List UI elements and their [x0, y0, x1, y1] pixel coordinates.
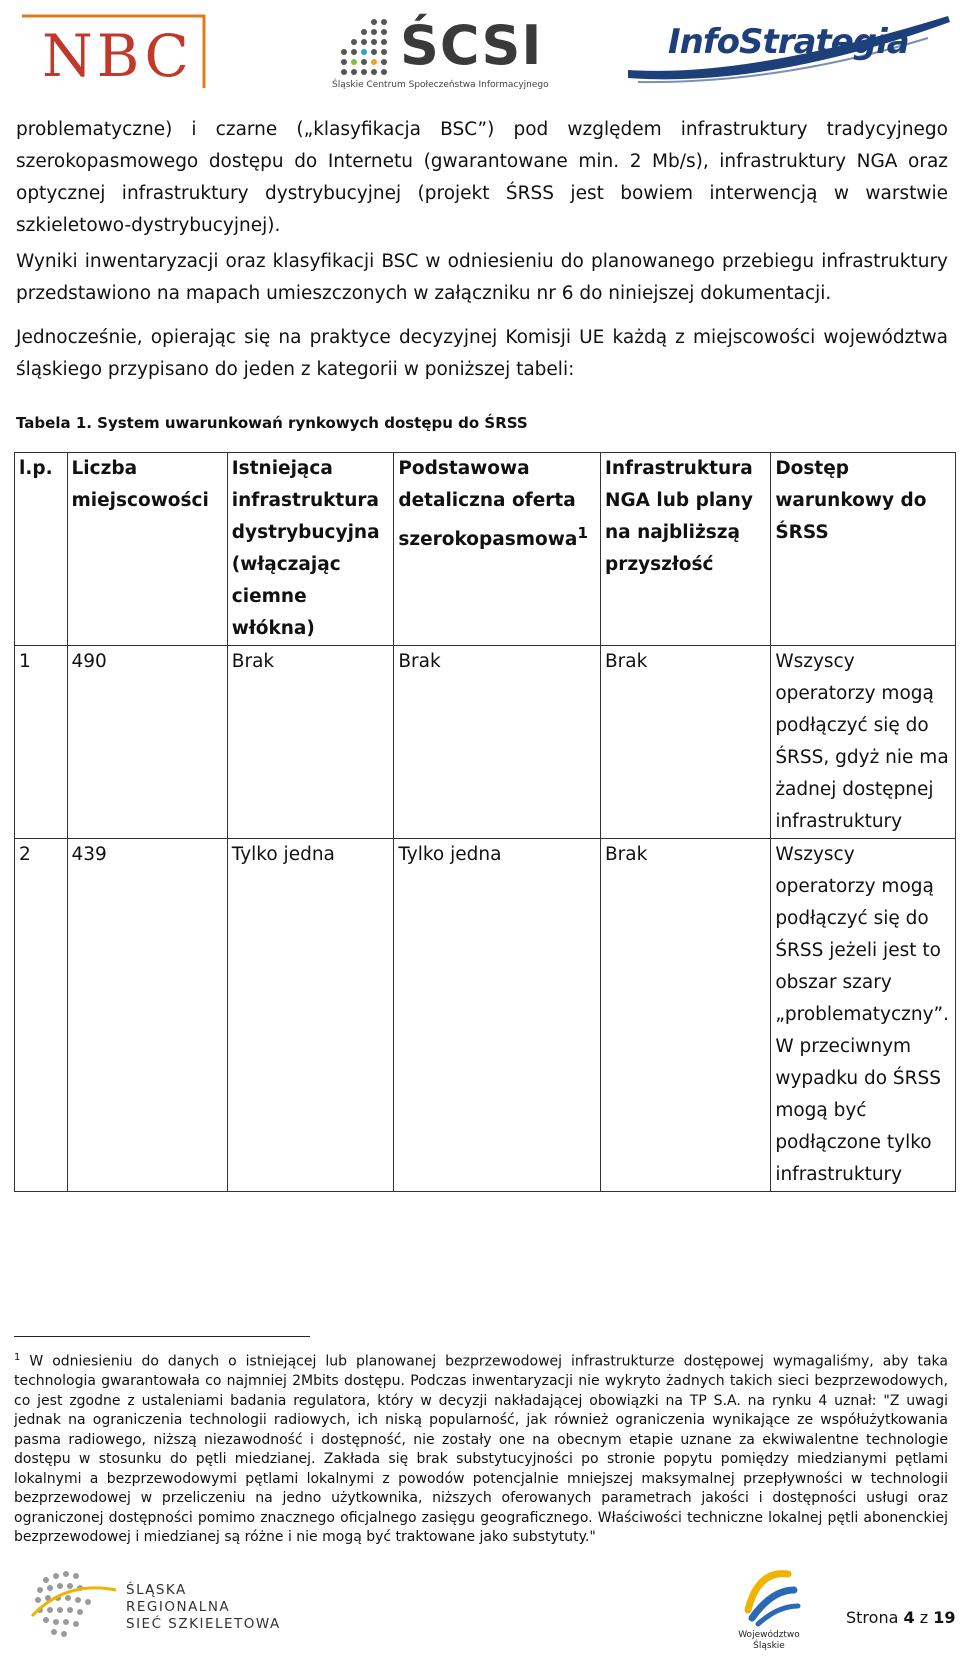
paragraph-classification: problematyczne) i czarne („klasyfikacja BSC”) pod względem infrastruktury tradycyjnego szerokopasmowego dostępu do Internetu (gwarantowane min. 2 Mb/s), infrastruktury NGA oraz optycznej infrastruktury dystrybucyjnej (projekt ŚRSS jest bowiem interwencją w warstwie szkieletowo-dystrybucyjnej).: [16, 119, 948, 236]
footnote-separator: [14, 1336, 310, 1337]
header-basic-offer: [394, 453, 601, 646]
ssr-logo-text: [126, 1582, 281, 1633]
ssr-logo: [26, 1560, 336, 1650]
market-conditions-table: [14, 452, 956, 1192]
scsi-logo-text: ŚCSI: [400, 14, 543, 77]
header-existing-infrastructure: Istniejąca infrastruktura dystrybucyjna (włączając ciemne włókna): [227, 453, 394, 646]
header-locality-count: Liczba miejscowości: [67, 453, 227, 646]
wojewodztwo-logo-text: [728, 1630, 810, 1652]
header-basic-offer-label: Podstawowa detaliczna oferta szerokopasmowa: [398, 458, 578, 551]
cell-locality-count: 490: [67, 646, 227, 839]
infostrategia-logo-text: InfoStrategia: [668, 22, 909, 62]
cell-conditional-access: Wszyscy operatorzy mogą podłączyć się do ŚRSS jeżeli jest to obszar szary „problematyczny”. W przeciwnym wypadku do ŚRSS mogą być podłączone tylko infrastruktury: [771, 839, 956, 1192]
cell-existing-infrastructure: Tylko jedna: [227, 839, 394, 1192]
page-separator: z: [919, 1608, 929, 1627]
footnote: [14, 1348, 948, 1548]
paragraph-commission-practice: Jednocześnie, opierając się na praktyce decyzyjnej Komisji UE każdą z miejscowości województwa śląskiego przypisano do jeden z kategorii w poniższej tabeli:: [16, 327, 948, 380]
page-total: 19: [933, 1608, 956, 1627]
cell-existing-infrastructure: Brak: [227, 646, 394, 839]
page-number: [846, 1608, 955, 1627]
wojewodztwo-slaskie-logo: [728, 1560, 810, 1662]
nbc-logo-text: NBC: [42, 22, 193, 90]
table-row: [15, 646, 956, 839]
page-header: [0, 0, 960, 100]
scsi-logo-subtitle: Śląskie Centrum Społeczeństwa Informacyjnego: [332, 80, 549, 90]
cell-basic-offer: Tylko jedna: [394, 839, 601, 1192]
ssr-line-2: REGIONALNA: [126, 1599, 231, 1615]
table-row: [15, 839, 956, 1192]
cell-nga-infrastructure: Brak: [600, 646, 770, 839]
cell-nga-infrastructure: Brak: [600, 839, 770, 1192]
cell-lp: 2: [15, 839, 68, 1192]
table-header-row: [15, 453, 956, 646]
header-lp: l.p.: [15, 453, 68, 646]
wojewodztwo-line-1: Województwo: [738, 1630, 800, 1640]
scsi-logo: [330, 10, 570, 90]
cell-locality-count: 439: [67, 839, 227, 1192]
footnote-ref[interactable]: 1: [577, 524, 589, 542]
cell-basic-offer: Brak: [394, 646, 601, 839]
nbc-logo: [18, 12, 208, 88]
header-conditional-access: Dostęp warunkowy do ŚRSS: [771, 453, 956, 646]
page-prefix: Strona: [846, 1608, 899, 1627]
infostrategia-logo: [628, 8, 958, 88]
cell-conditional-access: Wszyscy operatorzy mogą podłączyć się do ŚRSS, gdyż nie ma żadnej dostępnej infrastruktury: [771, 646, 956, 839]
wojewodztwo-line-2: Śląskie: [753, 1641, 785, 1651]
scsi-dots-icon: [334, 16, 392, 76]
page-current: 4: [903, 1608, 915, 1627]
ssr-logo-icon: [26, 1560, 122, 1650]
table-caption: Tabela 1. System uwarunkowań rynkowych dostępu do ŚRSS: [16, 414, 528, 432]
ssr-line-3: SIEĆ SZKIELETOWA: [126, 1616, 281, 1632]
footnote-text: W odniesieniu do danych o istniejącej lub planowanej bezprzewodowej infrastrukturze dostępowej wymagaliśmy, aby taka technologia gwarantowała co najmniej 2Mbits dostępu. Podczas inwentaryzacji nie wykryto żadnych takich sieci bezprzewodowych, co jest zgodne z ustaleniami badania regulatora, który w decyzji nakładającej obowiązki na TP S.A. na rynku 4 uznał: "Z uwagi jednak na ograniczenia technologii radiowych, ich niską popularność, jak również ograniczenia wynikające ze współużytkowania pasma radiowego, niższą niezawodność i dostępność, nie zostały one na obecnym etapie uznane za ekwiwalentne technologie dostępu w stosunku do pętli miedzianej. Zakłada się brak substytucyjności po stronie popytu pomiędzy miedzianymi pętlami lokalnymi a bezprzewodowymi pętlami lokalnymi z powodów potencjalnie mniejszej maksymalnej przepływności w technologii bezprzewodowej w przeliczeniu na jedno użytkownika, niższych oferowanych parametrach jakości i dostępności usługi oraz ograniczonej dostępności pomimo znacznego oficjalnego zasięgu geograficznego. Właściwości techniczne lokalnej pętli abonenckiej bezprzewodowej i miedzianej są różne i nie mogą być traktowane jako substytuty.": [14, 1353, 948, 1546]
ssr-line-1: ŚLĄSKA: [126, 1582, 187, 1598]
cell-lp: 1: [15, 646, 68, 839]
wojewodztwo-swirl-icon: [728, 1560, 810, 1628]
footnote-mark: 1: [14, 1352, 21, 1363]
paragraph-inventory-results: Wyniki inwentaryzacji oraz klasyfikacji BSC w odniesieniu do planowanego przebiegu infrastruktury przedstawiono na mapach umieszczonych w załączniku nr 6 do niniejszej dokumentacji.: [16, 251, 948, 304]
header-nga-infrastructure: Infrastruktura NGA lub plany na najbliższą przyszłość: [600, 453, 770, 646]
